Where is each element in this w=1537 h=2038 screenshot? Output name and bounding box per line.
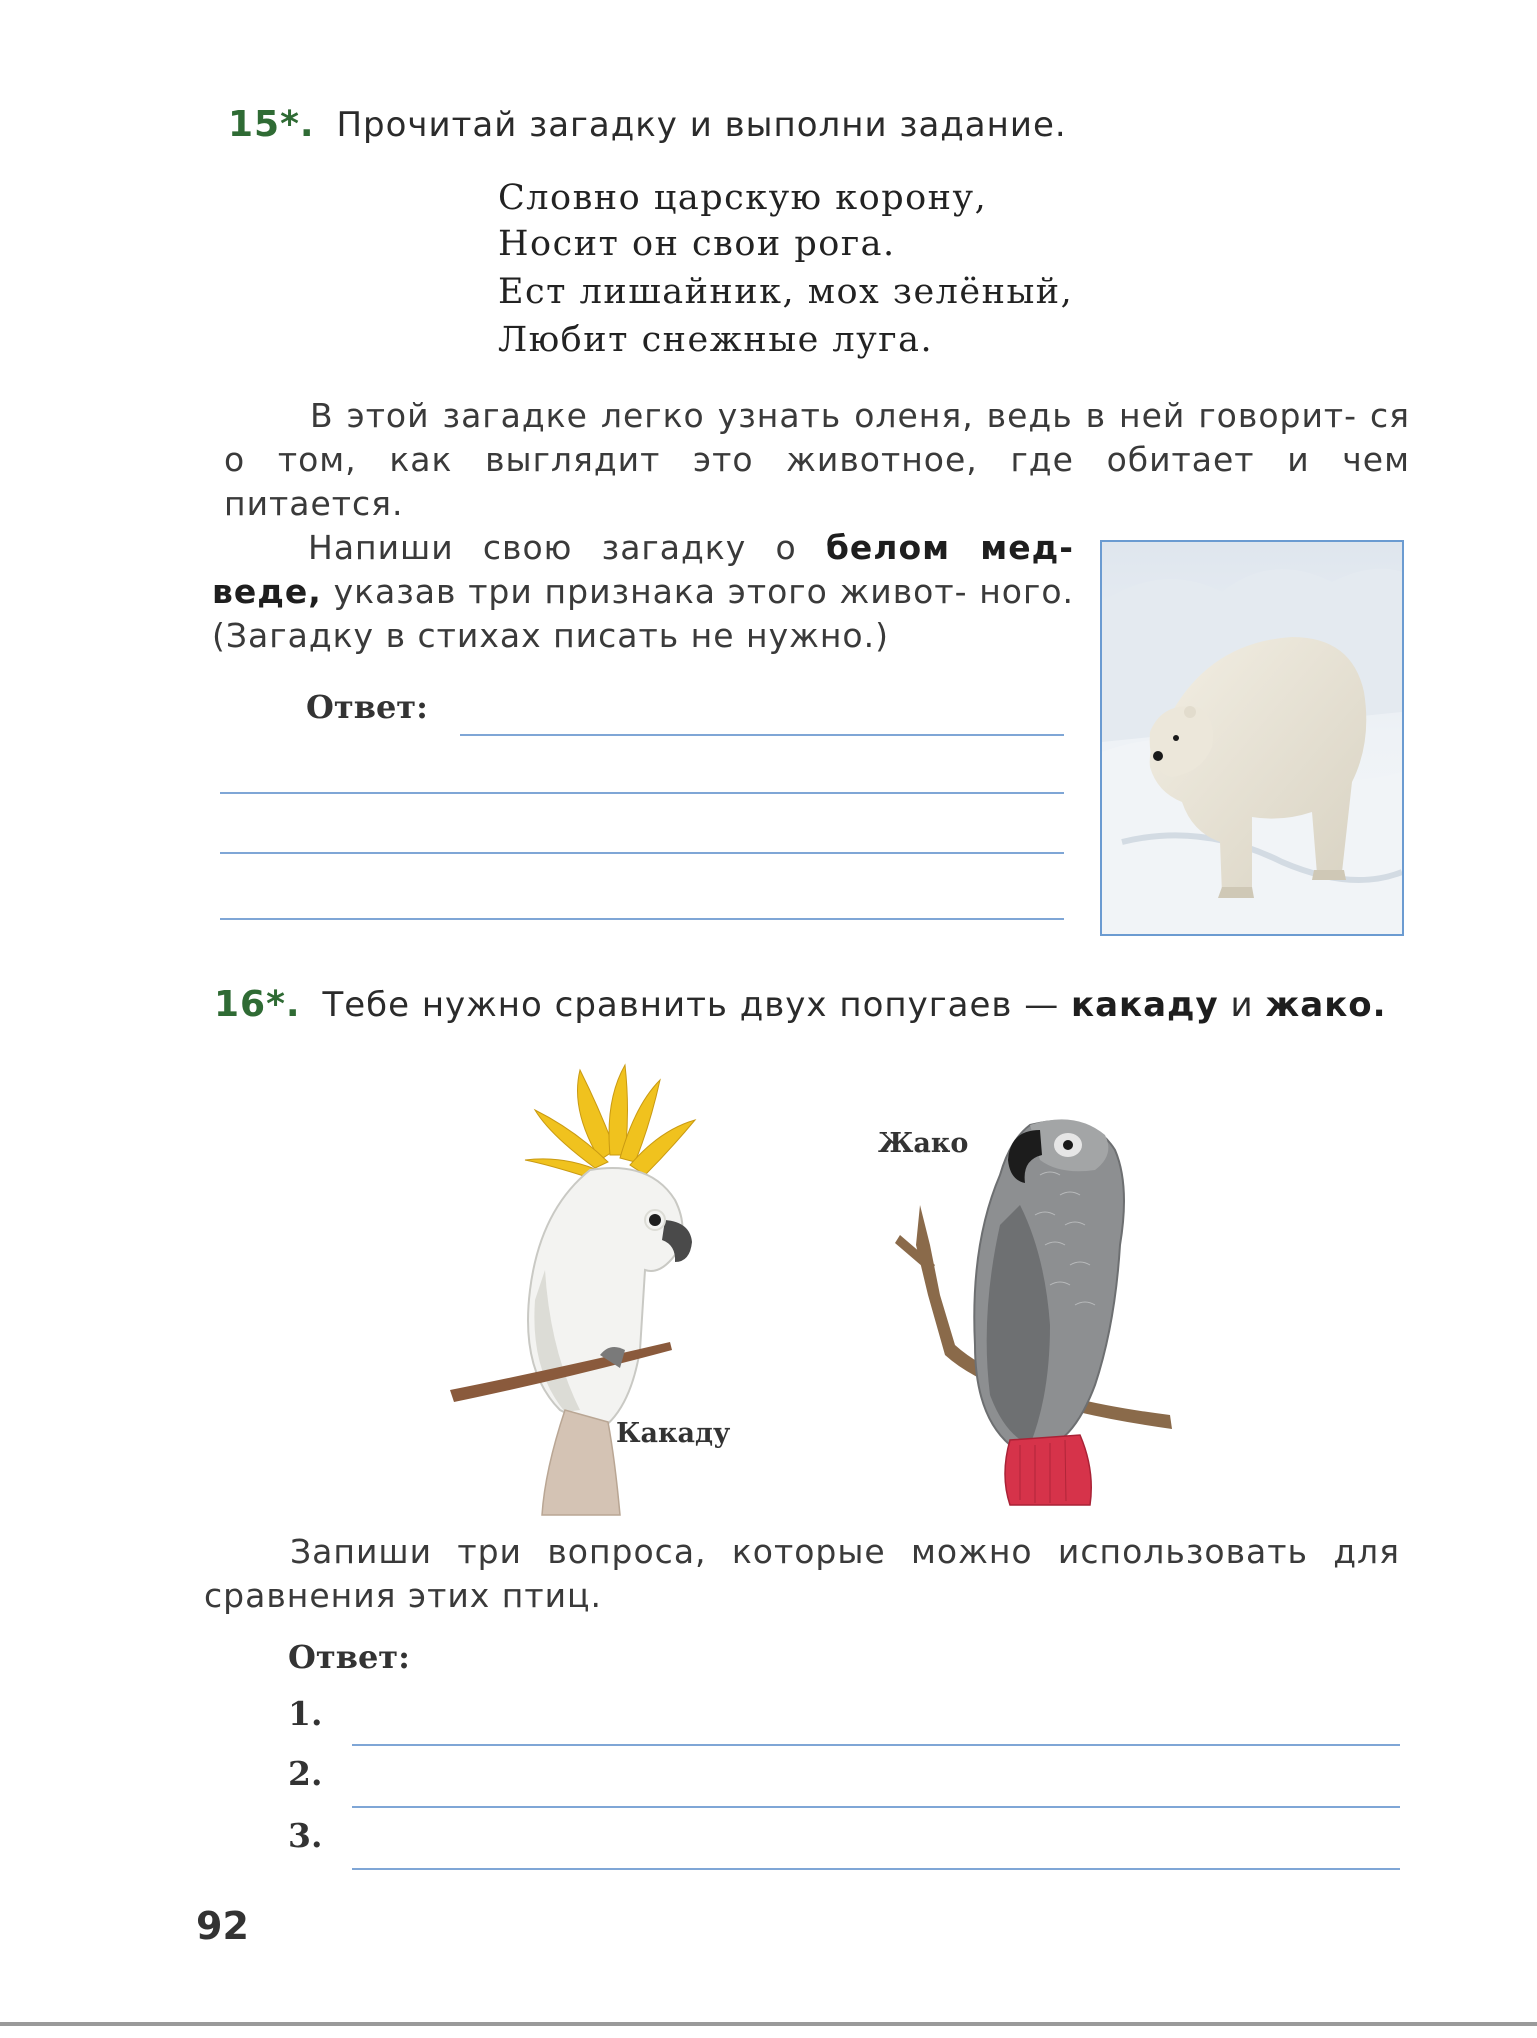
task16-answer-line-3[interactable] [352,1868,1400,1870]
task15-instruction-start: Напиши свою загадку о [308,528,797,567]
polar-bear-photo [1100,540,1404,936]
grey-parrot-caption: Жако [878,1128,969,1159]
task15-answer-line-3[interactable] [220,852,1064,854]
task15-answer-label: Ответ: [306,688,428,726]
riddle-line-3: Ест лишайник, мох зелёный, [498,272,1074,312]
riddle-line-2: Носит он свои рога. [498,224,896,264]
riddle-line-1: Словно царскую корону, [498,178,988,218]
page-bottom-edge [0,2022,1537,2026]
task16-answer-line-1[interactable] [352,1744,1400,1746]
cockatoo-caption: Какаду [616,1418,731,1449]
task16-instruction: Запиши три вопроса, которые можно использовать для сравнения этих птиц. [204,1532,1400,1615]
polar-bear-illustration [1102,542,1402,934]
page-number: 92 [196,1904,249,1948]
task16-answer-line-2[interactable] [352,1806,1400,1808]
task15-number: 15 [228,104,281,145]
cockatoo-illustration [450,1050,750,1520]
task16-item-3-number: 3. [288,1816,323,1855]
task16-number: 16 [214,984,267,1025]
task15-star: *. [280,104,315,145]
task15-instruction-bold: белом мед- веде, [212,528,1074,611]
task15-paragraph: В этой загадке легко узнать оленя, ведь в ней говорит- ся о том, как выглядит это животное, где обитает и чем питается. [224,396,1410,523]
task16-heading-start: Тебе нужно сравнить двух попугаев — [322,985,1060,1025]
task16-answer-label: Ответ: [288,1638,410,1676]
task16-item-1-number: 1. [288,1694,323,1733]
task15-instruction [212,526,1074,658]
task16-heading-cockatoo: какаду [1071,985,1219,1025]
task15-answer-line-2[interactable] [220,792,1064,794]
task16-star: *. [266,984,301,1025]
riddle-line-4: Любит снежные луга. [498,320,934,360]
task16-item-2-number: 2. [288,1754,323,1793]
task16-heading-grey: жако. [1265,985,1387,1025]
task15-heading-row [228,104,1067,145]
task15-instruction-end: указав три признака этого живот- ного. (Загадку в стихах писать не нужно.) [212,572,1074,655]
task15-heading: Прочитай загадку и выполни задание. [336,105,1067,145]
task16-heading-row [214,984,1387,1025]
task15-answer-line-4[interactable] [220,918,1064,920]
task16-heading-and: и [1230,985,1254,1025]
grey-parrot-illustration [880,1095,1180,1515]
task15-answer-line-1[interactable] [460,734,1064,736]
